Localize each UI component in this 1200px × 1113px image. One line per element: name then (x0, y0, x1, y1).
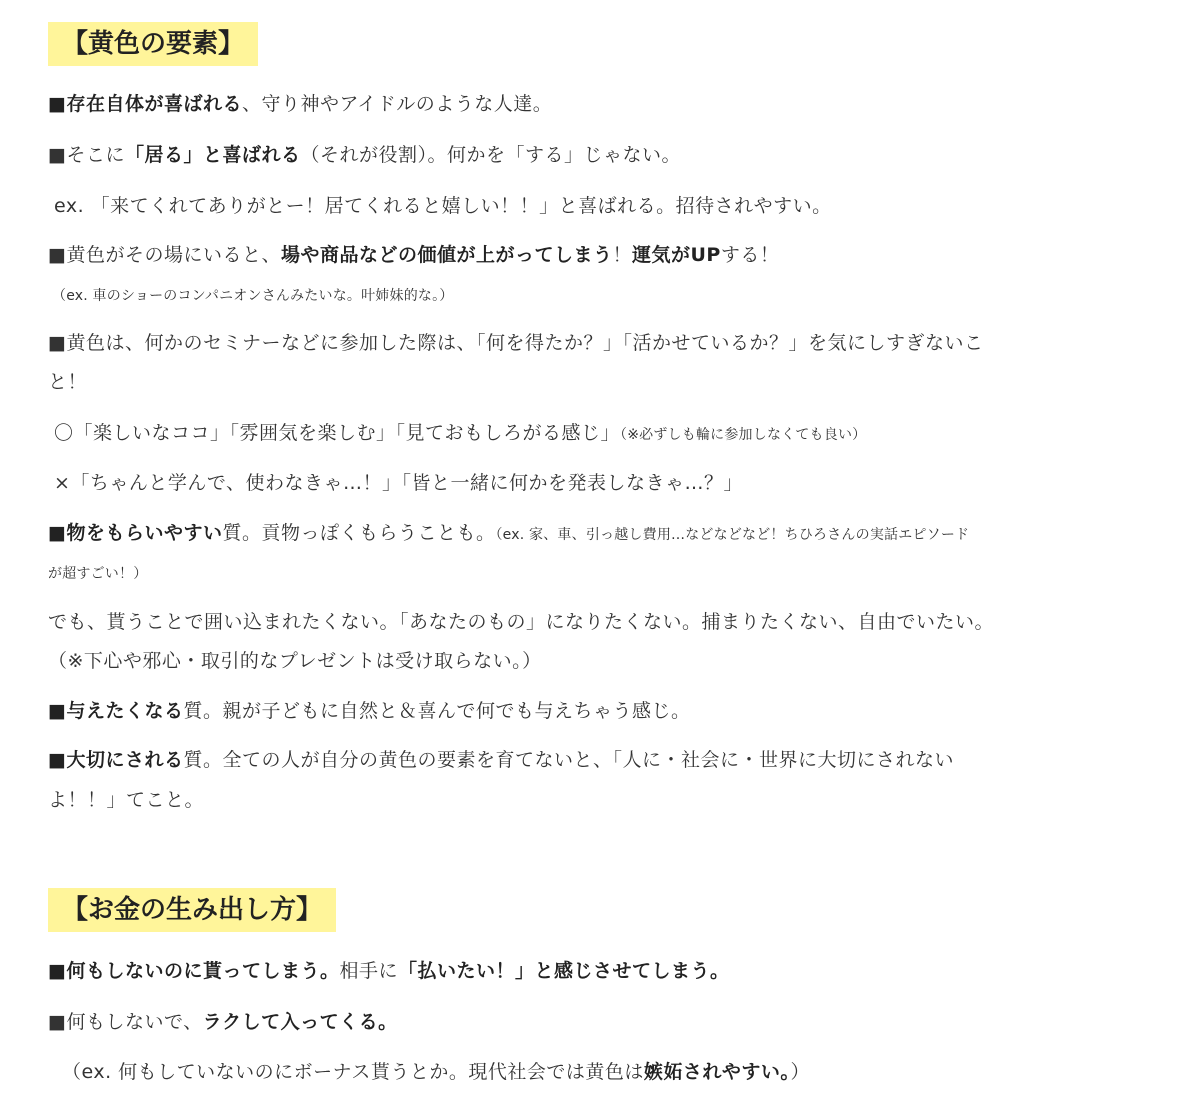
bold-text: 嫉妬されやすい。 (643, 1061, 791, 1083)
paragraph-seminar-line1: ■黄色は、何かのセミナーなどに参加した際は、「何を得たか？」「活かせているか？」を気にしすぎないこ (48, 332, 984, 354)
bold-text: ■大切にされる (48, 749, 184, 771)
paragraph-cherished-line1 (48, 746, 954, 774)
small-note: （※必ずしも輪に参加しなくても良い） (620, 427, 867, 443)
bold-text: 「払いたい！」と感じさせてしまう。 (397, 960, 730, 982)
text: 〇「楽しいなココ」「雰囲気を楽しむ」「見ておもしろがる感じ」 (54, 422, 621, 444)
bold-text: ■与えたくなる (48, 700, 184, 722)
bold-text: ■物をもらいやすい (48, 522, 223, 544)
paragraph-receiving (48, 519, 969, 549)
text: （ex. 何もしていないのにボーナス貰うとか。現代社会では黄色は (62, 1061, 644, 1083)
bold-text: 運気がUP (631, 244, 721, 266)
paragraph-good-example (54, 419, 866, 449)
text: する！ (720, 244, 780, 266)
section-heading-yellow-elements: 【黄色の要素】 (48, 22, 258, 66)
paragraph-being-there (48, 141, 681, 169)
text: 質。親が子どもに自然と＆喜んで何でも与えちゃう感じ。 (183, 700, 691, 722)
bold-text: ■存在自体が喜ばれる (48, 93, 242, 115)
small-note: （ex. 家、車、引っ越し費用…などなどなど！ちひろさんの実話エピソード (495, 527, 970, 543)
bold-text: ラクして入ってくる。 (202, 1011, 398, 1033)
text: ） (790, 1061, 810, 1083)
paragraph-existence (48, 90, 552, 118)
text: 質。全ての人が自分の黄色の要素を育てないと、「人に・社会に・世界に大切にされない (183, 749, 954, 771)
paragraph-receive-without-doing (48, 957, 729, 985)
text: ！ (612, 244, 632, 266)
paragraph-bonus-example (62, 1058, 810, 1086)
bold-text: 場や商品などの価値が上がってしまう (280, 244, 613, 266)
text: ■そこに (48, 144, 125, 166)
paragraph-easy-income (48, 1008, 398, 1036)
text: 相手に (339, 960, 398, 982)
paragraph-example-welcome: ex. 「来てくれてありがとー！居てくれると嬉しい！！」と喜ばれる。招待されやすい。 (54, 195, 832, 217)
text: 、守り神やアイドルのような人達。 (241, 93, 553, 115)
paragraph-freedom-line2: （※下心や邪心・取引的なプレゼントは受け取らない。） (48, 650, 542, 672)
paragraph-bad-example: ×「ちゃんと学んで、使わなきゃ…！」「皆と一緒に何かを発表しなきゃ…？」 (54, 472, 744, 494)
paragraph-value-up-note: （ex. 車のショーのコンパニオンさんみたいな。叶姉妹的な。） (52, 288, 454, 304)
text: ■黄色がその場にいると、 (48, 244, 281, 266)
bold-text: ■何もしないのに貰ってしまう。 (48, 960, 340, 982)
paragraph-receiving-line2: が超すごい！） (48, 566, 148, 582)
paragraph-value-up (48, 241, 779, 269)
text: 質。貢物っぽくもらうことも。 (222, 522, 496, 544)
paragraph-giving (48, 697, 690, 725)
paragraph-seminar-line2: と！ (48, 371, 88, 393)
bold-text: 「居る」と喜ばれる (124, 144, 301, 166)
text: （それが役割）。何かを「する」じゃない。 (300, 144, 681, 166)
paragraph-freedom-line1: でも、貰うことで囲い込まれたくない。「あなたのもの」になりたくない。捕まりたくない、自由でいたい。 (48, 611, 995, 633)
section-heading-money: 【お金の生み出し方】 (48, 888, 336, 932)
text: ■何もしないで、 (48, 1011, 203, 1033)
paragraph-cherished-line2: よ！！」てこと。 (48, 789, 205, 811)
